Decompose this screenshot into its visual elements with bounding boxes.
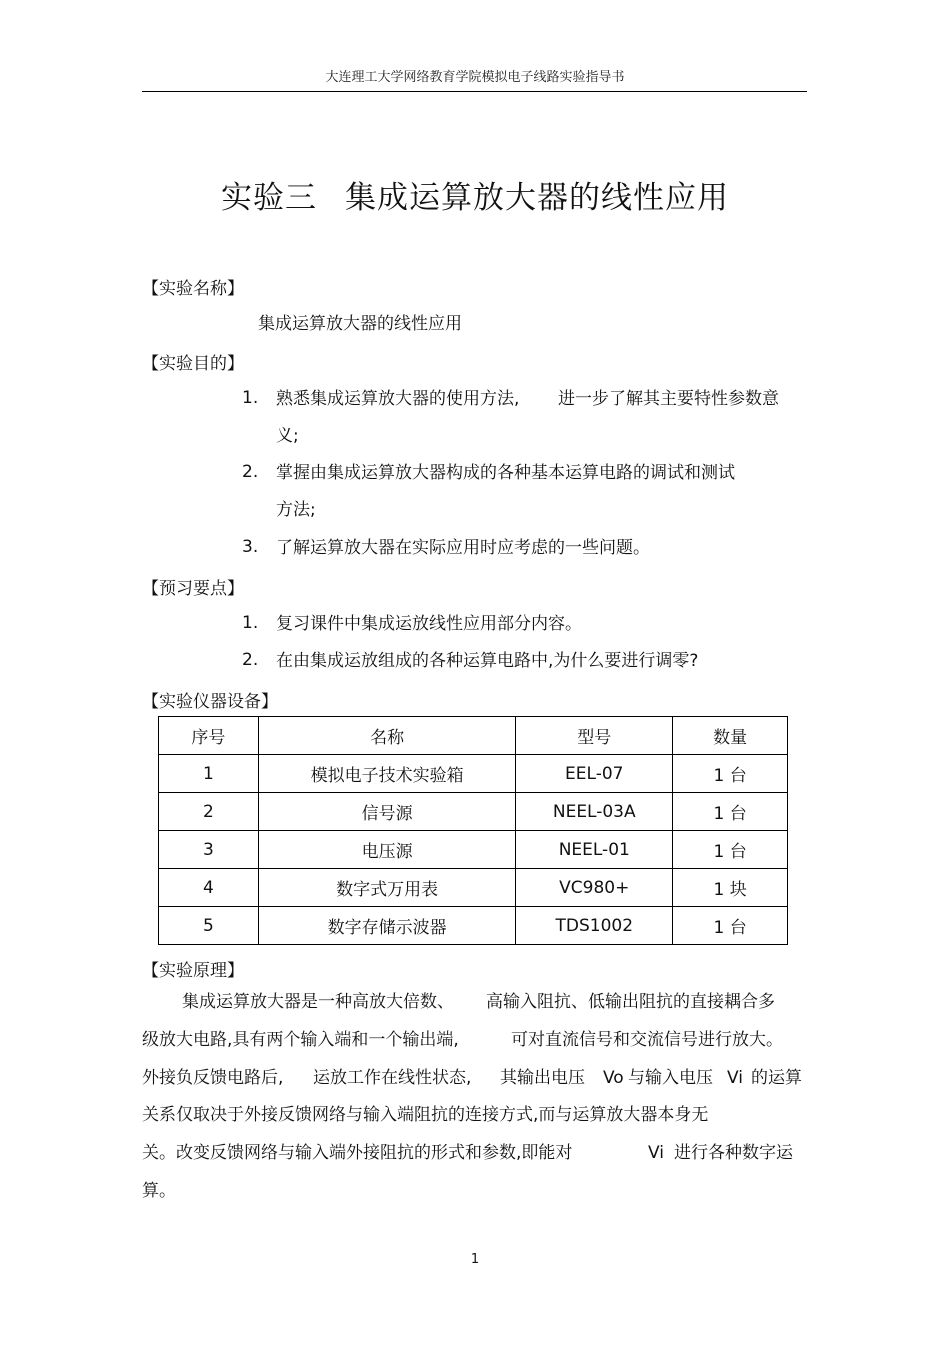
purpose-item-1-line1: 熟悉集成运算放大器的使用方法, [276,389,520,409]
principle-line-4: 关系仅取决于外接反馈网络与输入端阻抗的连接方式,而与运算放大器本身无 [142,1105,709,1125]
table-row [159,869,788,907]
section-heading-equipment: 【实验仪器设备】 [142,692,278,712]
purpose-item-3-line1: 了解运算放大器在实际应用时应考虑的一些问题。 [276,538,650,558]
page-number: 1 [470,1252,480,1267]
table-cell: VC980+ [516,869,673,907]
section-heading-principle: 【实验原理】 [142,961,244,981]
table-cell: 1 块 [673,869,788,907]
table-cell: TDS1002 [516,907,673,945]
page-header: 大连理工大学网络教育学院模拟电子线路实验指导书 [325,70,625,85]
preview-item-1-text: 复习课件中集成运放线性应用部分内容。 [276,614,582,634]
table-cell: NEEL-01 [516,831,673,869]
principle-line-3c: 其输出电压 [500,1068,585,1088]
purpose-item-1-num: 1. [242,388,259,408]
purpose-item-1-line2: 义; [276,426,299,446]
table-cell: 1 [159,755,259,793]
table-cell: NEEL-03A [516,793,673,831]
equipment-table [158,716,788,945]
section-heading-name: 【实验名称】 [142,279,244,299]
table-cell: 1 台 [673,831,788,869]
table-row [159,831,788,869]
table-cell: 2 [159,793,259,831]
purpose-item-2-line2: 方法; [276,500,316,520]
table-cell: 3 [159,831,259,869]
column-header: 名称 [258,717,516,755]
principle-line-3d: Vo [603,1068,624,1088]
purpose-item-1-line1b: 进一步了解其主要特性参数意 [558,389,779,409]
header-divider [142,91,807,92]
table-row [159,793,788,831]
table-cell: EEL-07 [516,755,673,793]
title-part2: 集成运算放大器的线性应用 [345,180,729,216]
experiment-name: 集成运算放大器的线性应用 [258,314,462,334]
table-cell: 5 [159,907,259,945]
principle-line-5b: Vi [648,1143,664,1163]
principle-line-3a: 外接负反馈电路后, [142,1068,284,1088]
purpose-item-3-num: 3. [242,537,259,557]
table-cell: 4 [159,869,259,907]
preview-item-2-num: 2. [242,650,259,670]
preview-item-1-num: 1. [242,613,259,633]
title-part1: 实验三 [221,180,317,216]
purpose-item-2-num: 2. [242,462,259,482]
table-cell: 电压源 [258,831,516,869]
column-header: 型号 [516,717,673,755]
section-heading-preview: 【预习要点】 [142,579,244,599]
table-cell: 数字存储示波器 [258,907,516,945]
table-row [159,755,788,793]
principle-line-3g: 的运算 [751,1068,802,1088]
principle-line-5a: 关。改变反馈网络与输入端外接阻抗的形式和参数,即能对 [142,1143,573,1163]
column-header: 序号 [159,717,259,755]
table-cell: 数字式万用表 [258,869,516,907]
table-header-row [159,717,788,755]
principle-line-3e: 与输入电压 [628,1068,713,1088]
principle-line-3f: Vi [727,1068,743,1088]
column-header: 数量 [673,717,788,755]
table-cell: 信号源 [258,793,516,831]
table-cell: 模拟电子技术实验箱 [258,755,516,793]
section-heading-purpose: 【实验目的】 [142,354,244,374]
principle-line-5c: 进行各种数字运 [674,1143,793,1163]
table-row [159,907,788,945]
principle-line-1a: 集成运算放大器是一种高放大倍数、 [182,992,454,1012]
purpose-item-2-line1: 掌握由集成运算放大器构成的各种基本运算电路的调试和测试 [276,463,735,483]
principle-line-3b: 运放工作在线性状态, [313,1068,472,1088]
preview-item-2-text: 在由集成运放组成的各种运算电路中,为什么要进行调零? [276,651,699,671]
table-cell: 1 台 [673,793,788,831]
table-cell: 1 台 [673,755,788,793]
page-title [0,172,950,217]
principle-line-2a: 级放大电路,具有两个输入端和一个输出端, [142,1030,459,1050]
principle-line-2b: 可对直流信号和交流信号进行放大。 [511,1030,783,1050]
principle-line-1b: 高输入阻抗、低输出阻抗的直接耦合多 [486,992,775,1012]
table-cell: 1 台 [673,907,788,945]
principle-line-6: 算。 [142,1181,176,1201]
